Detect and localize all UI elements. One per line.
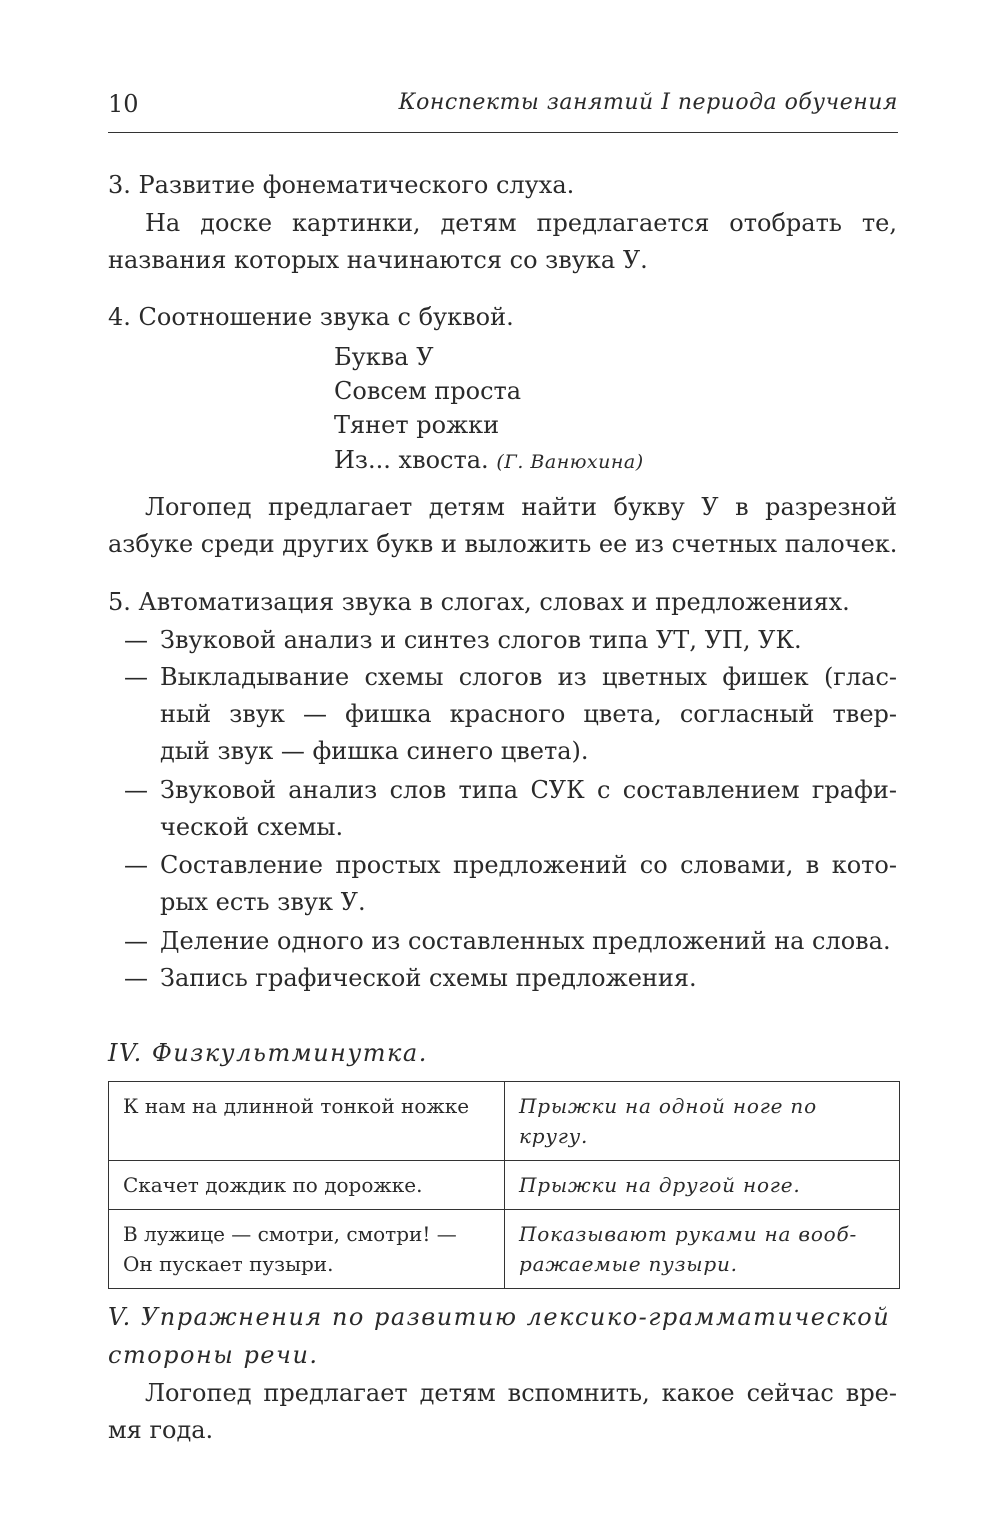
table-cell-action [505, 1210, 900, 1289]
section-4-line-2: азбуке среди других букв и выложить ее из счетных палочек. [108, 530, 898, 558]
list-item-line: рых есть звук У. [160, 888, 366, 916]
table-row [109, 1210, 900, 1289]
cell-line: Он пускает пузыри. [123, 1252, 334, 1276]
section-3-title: 3. Развитие фонематического слуха. [108, 171, 575, 199]
table-row [109, 1082, 900, 1161]
list-item-line: ный звук — фишка красного цвета, согласный твер- [160, 700, 897, 728]
table-cell-action [505, 1161, 900, 1210]
cell-line: Показывают руками на вооб- [519, 1222, 858, 1246]
poem-author: (Г. Ванюхина) [496, 451, 644, 473]
list-item-line: Составление простых предложений со словами, в кото- [160, 851, 897, 879]
section-4-title: 4. Соотношение звука с буквой. [108, 303, 514, 331]
section-v-heading-line-1: V. Упражнения по развитию лексико-грамматической [108, 1303, 891, 1331]
poem-line-2: Совсем проста [334, 377, 522, 405]
list-item-line: Выкладывание схемы слогов из цветных фишек (глас- [160, 663, 897, 691]
list-item [124, 622, 897, 659]
poem-line-4 [334, 442, 644, 481]
section-v-heading-line-2: стороны речи. [108, 1341, 319, 1369]
table-cell-text [109, 1210, 505, 1289]
table-row [109, 1161, 900, 1210]
dash-marker: — [124, 927, 148, 955]
table-cell-text [109, 1082, 505, 1161]
cell-line: В лужице — смотри, смотри! — [123, 1222, 457, 1246]
section-3-line-2: названия которых начинаются со звука У. [108, 246, 648, 274]
dash-marker: — [124, 776, 148, 804]
list-item-line: Запись графической схемы предложения. [160, 964, 697, 992]
poem-line-3: Тянет рожки [334, 411, 500, 439]
list-item [124, 923, 897, 960]
section-5-title: 5. Автоматизация звука в слогах, словах и предложениях. [108, 588, 850, 616]
dash-marker: — [124, 851, 148, 879]
cell-line: Прыжки на одной ноге по кругу. [519, 1094, 817, 1148]
poem-line-1: Буква У [334, 343, 434, 371]
cell-line: К нам на длинной тонкой ножке [123, 1094, 470, 1118]
section-4-paragraph-cont [108, 526, 897, 563]
section-v-line-1: Логопед предлагает детям вспомнить, какое сейчас вре- [145, 1379, 897, 1407]
page-number: 10 [108, 90, 139, 118]
dash-marker: — [124, 663, 148, 691]
list-item [124, 772, 897, 846]
section-3-line-1: На доске картинки, детям предлагается отобрать те, [145, 209, 897, 237]
list-item-line: Деление одного из составленных предложений на слова. [160, 927, 891, 955]
running-title: Конспекты занятий I периода обучения [398, 90, 898, 115]
cell-line: Скачет дождик по дорожке. [123, 1173, 423, 1197]
exercise-table [108, 1081, 900, 1289]
section-4-line-1: Логопед предлагает детям найти букву У в разрезной [145, 493, 897, 521]
page-header [108, 84, 898, 133]
section-iv-heading: IV. Физкультминутка. [108, 1039, 428, 1067]
list-item-line: дый звук — фишка синего цвета). [160, 737, 589, 765]
dash-marker: — [124, 626, 148, 654]
cell-line: Прыжки на другой ноге. [519, 1173, 801, 1197]
list-item-line: ческой схемы. [160, 813, 344, 841]
list-item [124, 960, 897, 997]
poem-line-4-text: Из... хвоста. [334, 446, 489, 474]
table-cell-text [109, 1161, 505, 1210]
list-item [124, 659, 897, 770]
table-cell-action [505, 1082, 900, 1161]
list-item-line: Звуковой анализ слов типа СУК с составлением графи- [160, 776, 897, 804]
dash-marker: — [124, 964, 148, 992]
list-item-line: Звуковой анализ и синтез слогов типа УТ, УП, УК. [160, 626, 802, 654]
section-3-paragraph [145, 205, 897, 242]
list-item [124, 847, 897, 921]
section-4-paragraph [145, 489, 897, 526]
section-v-line-2: мя года. [108, 1416, 214, 1444]
cell-line: ражаемые пузыри. [519, 1252, 738, 1276]
section-v-paragraph [145, 1375, 897, 1412]
